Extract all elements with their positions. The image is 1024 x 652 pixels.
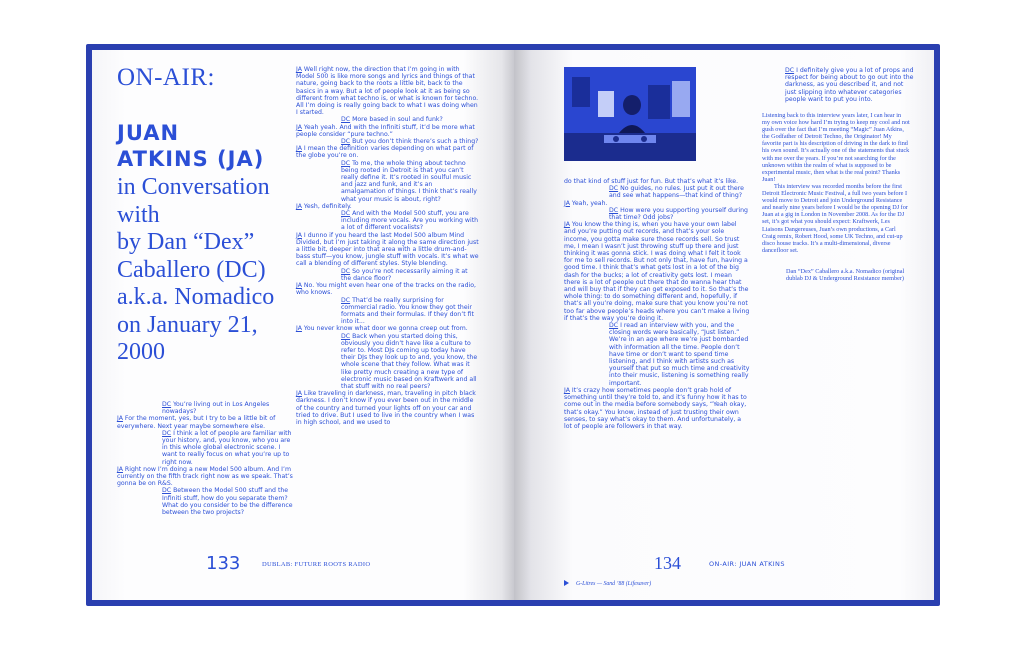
speaker-tag: DC <box>785 67 795 74</box>
dialogue-turn <box>296 66 479 116</box>
speaker-tag: DC <box>341 116 351 124</box>
dialogue-turn <box>296 160 479 203</box>
speaker-tag: DC <box>341 159 351 167</box>
subtitle-line: a.k.a. Nomadico <box>117 284 275 310</box>
speaker-tag: DC <box>609 322 619 330</box>
dialogue-turn <box>296 145 479 159</box>
speaker-tag: DC <box>341 138 351 146</box>
dialogue-text: That’d be really surprising for commercial radio. You know they got their formats and their formulas. If they don’t fit into it... <box>341 296 474 326</box>
dialogue-text: I think a lot of people are familiar with your history, and, you know, who you are in this whole global electronic scene. I want to really focus on what you’re up to right now. <box>162 429 292 466</box>
dialogue-text: More based in soul and funk? <box>352 116 443 124</box>
left-page <box>92 50 514 600</box>
dialogue-text: Yeah, yeah. <box>571 199 608 207</box>
dialogue-turn <box>296 325 479 332</box>
interviewee-name <box>117 120 297 172</box>
dialogue-turn <box>740 67 915 103</box>
dialogue-turn <box>296 203 479 210</box>
track-reference: G-Litres — Sand ’88 (Lifesaver) <box>576 581 652 587</box>
dialogue-text: Between the Model 500 stuff and the Infiniti stuff, how do you separate them? What do you consider to be the difference between the two projects? <box>162 487 293 517</box>
running-head: ON-AIR: JUAN ATKINS <box>709 560 785 568</box>
dialogue-turn <box>564 387 750 430</box>
speaker-tag: JA <box>296 231 302 239</box>
dialogue-text: Well right now, the direction that I’m going in with Model 500 is like more songs and lyrics and things of that nature, going back to the roots a little bit, back to the basics in a way. But a lot of people look at it as being so different from what techno is, or what is known for techno. All I’m doing is really going back to what I was doing when I started. <box>296 66 479 117</box>
dialogue-text: Yeah yeah. And with the Infiniti stuff, it’d be more what people consider “pure techno.” <box>296 123 475 138</box>
dialogue-turn <box>296 232 479 268</box>
dialogue-text: But you don’t think there’s such a thing? <box>352 138 479 146</box>
dialogue-turn <box>117 401 297 415</box>
dialogue-text: I read an interview with you, and the closing words were basically, “Just listen.” We’re in an age where we’re just bombarded with information all the time. People don’t have time or don’t want to spend time listening, and I think with artists such as yourself that put so much time and creativity into their music, listening is something really important. <box>609 322 750 387</box>
dialogue-text: Back when you started doing this, obviously you didn’t have like a culture to refer to. Most DJs coming up today have their DJs they look up to and, you know, the whole scene that they follow. What was it like pretty much creating a new type of electronic music based on Kraftwerk and all that stuff with no real peers? <box>341 332 478 390</box>
dialogue-turn <box>117 466 297 488</box>
interview-column-4 <box>740 67 915 103</box>
dialogue-turn <box>564 178 750 185</box>
speaker-tag: DC <box>341 267 351 275</box>
speaker-tag: DC <box>162 401 172 408</box>
dialogue-turn <box>296 333 479 391</box>
afterword-paragraph: This interview was recorded months before the first Detroit Electronic Music Festival, a full two years before I would move to Detroit and join Underground Resistance and nearly nine years before I would be the opening DJ for Juan at a gig in London in November 2008. As for the DJ set, it’s got what you should expect: Kraftwerk, Les Liaisons Dangereuses, Juan’s own productions, a Carl Craig remix, Robert Hood, some UK Techno, and cut-up disco house tracks. It’s a multi-dimensional, diverse dancefloor set. <box>762 182 908 254</box>
juan-atkins-photo <box>564 67 696 161</box>
dialogue-turn <box>296 297 479 326</box>
dialogue-text: No guides, no rules. Just put it out there and see what happens—that kind of thing? <box>609 185 744 200</box>
speaker-tag: DC <box>341 210 351 218</box>
dialogue-turn <box>564 200 750 207</box>
dialogue-turn <box>296 282 479 296</box>
subtitle-line: on January 21, <box>117 311 258 338</box>
interview-column-2 <box>296 66 479 426</box>
speaker-tag: JA <box>296 123 302 131</box>
dialogue-turn <box>296 138 479 145</box>
play-icon <box>564 580 569 586</box>
dialogue-turn <box>296 268 479 282</box>
speaker-tag: JA <box>117 465 123 473</box>
name-line-2: ATKINS (JA) <box>117 147 265 171</box>
signature: Dan “Dex” Caballero a.k.a. Nomadico (original dublab DJ & Underground Resistance member) <box>786 268 905 283</box>
dialogue-text: I dunno if you heard the last Model 500 album Mind Divided, but I’m just taking it along the same direction just a little bit, deeper into that area with a little drum-and-bass stuff—you know, jungle stuff with vocals. It’s what we call a blending of different styles. Style blending. <box>296 231 479 268</box>
speaker-tag: JA <box>296 145 302 153</box>
dialogue-text: How were you supporting yourself during that time? Odd jobs? <box>609 206 748 222</box>
interview-column-3 <box>564 178 750 430</box>
speaker-tag: JA <box>296 325 302 333</box>
speaker-tag: JA <box>296 202 302 210</box>
dialogue-turn <box>296 390 479 426</box>
dj-photo-image <box>564 67 696 161</box>
page-number: 133 <box>206 553 241 574</box>
dialogue-turn <box>117 487 297 516</box>
speaker-tag: JA <box>296 282 302 290</box>
subtitle-line: Caballero (DC) <box>117 256 266 283</box>
dialogue-turn <box>296 210 479 232</box>
speaker-tag: DC <box>609 206 619 214</box>
afterword-paragraph: Listening back to this interview years later, I can hear in my own voice how hard I’m trying to keep my cool and not gush over the fact that I’m meeting “Magic” Juan Atkins, the Godfather of Detroit Techno, the Originator! My favorite part is his description of driving in the dark to find his own sound. It’s actually one of the statements that stuck with me over the years. If you’re not searching for the unknown within the realm of what is supposed to be experimental music, then what is the real point? Thanks Juan! <box>762 112 910 183</box>
dialogue-text: I mean the definition varies depending on what part of the globe you’re on. <box>296 145 474 160</box>
dialogue-text: You’re living out in Los Angeles nowadays? <box>162 401 270 416</box>
interview-column-1 <box>117 401 297 516</box>
speaker-tag: DC <box>162 429 172 437</box>
dialogue-text: For the moment, yes, but I try to be a little bit of everywhere. Next year maybe somewhere else. <box>117 415 276 430</box>
page-number: 134 <box>654 553 681 573</box>
dialogue-text: You never know what door we gonna creep out from. <box>303 325 468 333</box>
dialogue-text: So you’re not necessarily aiming it at the dance floor? <box>341 267 468 282</box>
dialogue-turn <box>564 221 750 322</box>
speaker-tag: DC <box>341 332 351 340</box>
subtitle-line: by Dan “Dex” <box>117 229 255 255</box>
dialogue-turn <box>564 322 750 387</box>
speaker-tag: DC <box>609 185 619 193</box>
dialogue-turn <box>564 207 750 221</box>
dialogue-turn <box>296 116 479 123</box>
speaker-tag: JA <box>296 390 302 398</box>
dialogue-turn <box>117 430 297 466</box>
subtitle-line: with <box>117 201 160 228</box>
subtitle-line: in Conversation <box>117 174 270 200</box>
running-head: DUBLAB: FUTURE ROOTS RADIO <box>262 561 371 568</box>
afterword <box>762 112 910 254</box>
speaker-tag: DC <box>341 296 351 304</box>
dialogue-text: It’s crazy how sometimes people don’t grab hold of something until they’re told to, and it’s funny how it has to come out in the media before somebody says, “Yeah okay, that’s okay.” You know, instead of just trusting their own senses, to say what’s okay to them. And unfortunately, a lot of people are followers in that way. <box>564 386 747 430</box>
speaker-tag: JA <box>117 415 123 423</box>
subtitle <box>117 174 297 367</box>
dialogue-text: I definitely give you a lot of props and respect for being about to go out into the darkness, as you described it, and not just slipping into whatever categories people want to put you into. <box>785 67 914 103</box>
dialogue-text: You know the thing is, when you have your own label and you’re putting out records, and that’s your sole income, you gotta make sure those records sell. So trust me, I mean I wasn’t just throwing stuff up there and just thinking it was gonna stick. I was doing what I felt it took for me to sell records. But not only that, have fun, having a good time. I think that’s what gets lost in a lot of the big dash for the bucks; a lot of creativity gets lost. I mean there is a lot of people out there that do wanna hear that and will buy that if they can get exposed to it. So that’s the whole thing: to do something different and, hopefully, if that’s all you’re doing, make sure that you know you’re not too far above people’s heads where you can’t make a living if that’s the way you’re doing it. <box>564 221 750 322</box>
dialogue-text: do that kind of stuff just for fun. But that’s what it’s like. <box>564 178 739 185</box>
dialogue-turn <box>296 124 479 138</box>
speaker-tag: JA <box>564 199 570 207</box>
dialogue-turn <box>117 415 297 429</box>
dialogue-text: Yesh, definitely. <box>303 202 352 210</box>
speaker-tag: DC <box>162 487 172 495</box>
dialogue-turn <box>564 185 750 199</box>
name-line-1: JUAN <box>117 121 180 145</box>
dialogue-text: No. You might even hear one of the tracks on the radio, who knows. <box>296 282 476 297</box>
dialogue-text: Like traveling in darkness, man, traveling in pitch black darkness. I don’t know if you ever been out in the middle of the country and turned your lights off on your car and tried to drive. But I used to live in the country when I was in high school, and we used to <box>296 390 476 426</box>
section-kicker: ON-AIR: <box>117 64 215 91</box>
subtitle-line: 2000 <box>117 339 165 365</box>
speaker-tag: JA <box>564 221 570 229</box>
dialogue-text: And with the Model 500 stuff, you are including more vocals. Are you working with a lot of different vocalists? <box>341 210 479 232</box>
speaker-tag: JA <box>296 66 302 73</box>
right-page <box>514 50 934 600</box>
dialogue-text: To me, the whole thing about techno being rooted in Detroit is that you can’t really define it. It’s rooted in soulful music and jazz and funk, and it’s an amalgamation of things. I think that’s really what your music is about, right? <box>341 159 477 203</box>
speaker-tag: JA <box>564 386 570 394</box>
dialogue-text: Right now I’m doing a new Model 500 album. And I’m currently on the fifth track right now as we speak. That’s gonna be on R&S. <box>117 465 293 488</box>
